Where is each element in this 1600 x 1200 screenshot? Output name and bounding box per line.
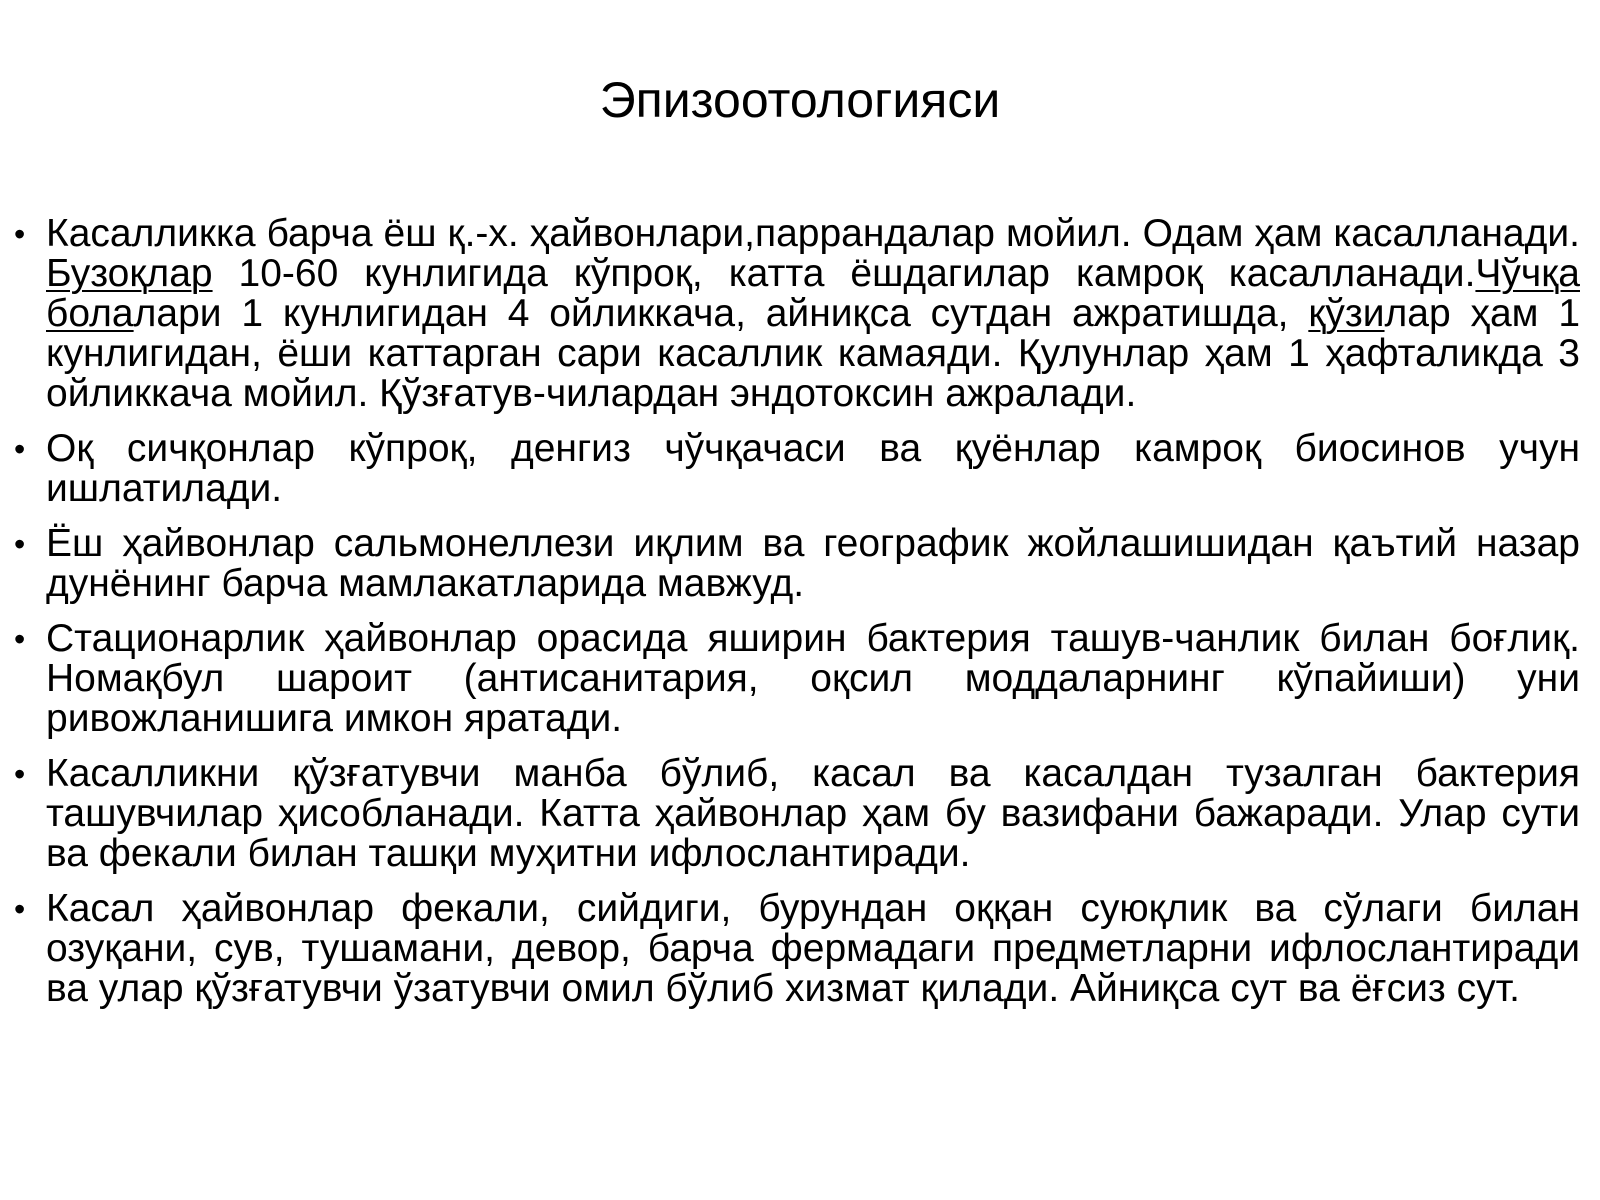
bullet-item — [0, 429, 1600, 509]
bullet-item — [0, 524, 1600, 604]
underlined-text: қўзи — [1308, 292, 1385, 335]
bullet-dot-icon: • — [14, 431, 26, 467]
bullet-text: Касал ҳайвонлар фекали, сийдиги, бурундан оққан суюқлик ва сўлаги билан озуқани, сув, тушамани, девор, барча фермадаги предметларни ифлослантиради ва улар қўзғатувчи ўзатувчи омил бўлиб хизмат қилади. Айниқса сут ва ёғсиз сут. — [46, 887, 1580, 1010]
bullet-text: лари 1 кунлигидан 4 ойликкача, айниқса сутдан ажратишда, — [133, 292, 1309, 335]
bullet-text: Касалликка барча ёш қ.-х. ҳайвонлари,паррандалар мойил. Одам ҳам касалланади. — [46, 212, 1580, 255]
bullet-dot-icon: • — [14, 526, 26, 562]
bullet-text: лар ҳам 1 кунлигидан, ёши каттарган сари касаллик камаяди. Қулунлар ҳам 1 ҳафталикда 3 ойликкача мойил. Қўзғатув-чилардан эндотоксин ажралади. — [46, 292, 1581, 415]
bullet-dot-icon: • — [14, 621, 26, 657]
bullet-text: Касалликни қўзғатувчи манба бўлиб, касал ва касалдан тузалган бактерия ташувчилар ҳисобланади. Катта ҳайвонлар ҳам бу вазифани бажаради. Улар сути ва фекали билан ташқи муҳитни ифлослантиради. — [46, 752, 1580, 875]
bullet-item — [0, 214, 1600, 414]
bullet-text: Ёш ҳайвонлар сальмонеллези иқлим ва географик жойлашишидан қаътий назар дунёнинг барча мамлакатларида мавжуд. — [46, 522, 1580, 605]
underlined-text: Бузоқлар — [46, 252, 213, 295]
bullet-item — [0, 754, 1600, 874]
bullet-dot-icon: • — [14, 891, 26, 927]
underlined-text: Чўчқа бола — [46, 252, 1580, 335]
bullet-text: Стационарлик ҳайвонлар орасида яширин бактерия ташув-чанлик билан боғлиқ. Номақбул шароит (антисанитария, оқсил моддаларнинг кўпайиши) уни ривожланишига имкон яратади. — [46, 617, 1580, 740]
bullet-dot-icon: • — [14, 756, 26, 792]
bullet-item — [0, 889, 1600, 1009]
bullet-item — [0, 619, 1600, 739]
bullet-text: 10-60 кунлигида кўпроқ, катта ёшдагилар камроқ касалланади. — [212, 252, 1476, 295]
slide-title: Эпизоотологияси — [599, 72, 1001, 128]
bullet-dot-icon: • — [14, 216, 26, 252]
bullet-list — [0, 214, 1600, 1024]
bullet-text: Оқ сичқонлар кўпроқ, денгиз чўчқачаси ва қуёнлар камроқ биосинов учун ишлатилади. — [46, 427, 1580, 510]
